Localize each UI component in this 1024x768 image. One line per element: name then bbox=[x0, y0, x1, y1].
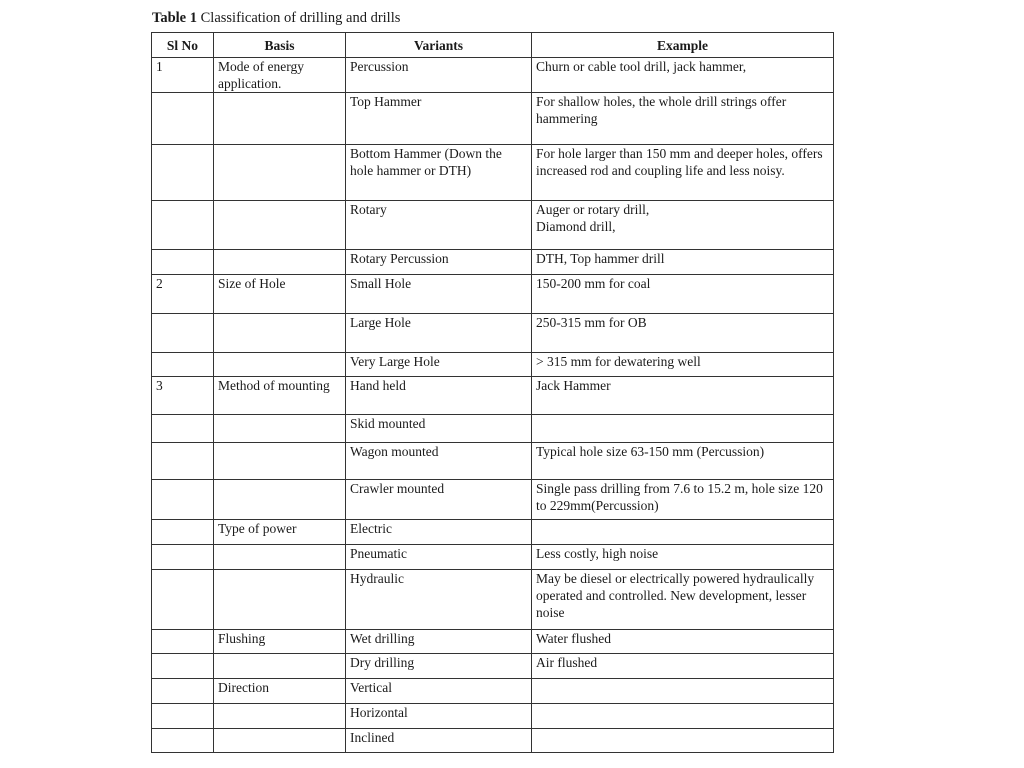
table-row bbox=[152, 570, 834, 630]
header-example: Example bbox=[532, 33, 834, 58]
table-row bbox=[152, 630, 834, 654]
table-row bbox=[152, 704, 834, 729]
table-header-row bbox=[152, 33, 834, 58]
table-caption-label: Table 1 bbox=[152, 10, 197, 26]
example-cell: > 315 mm for dewatering well bbox=[532, 353, 834, 377]
variant-cell: Top Hammer bbox=[346, 93, 532, 145]
example-cell: 150-200 mm for coal bbox=[532, 275, 834, 314]
variant-cell: Rotary Percussion bbox=[346, 250, 532, 275]
table-row bbox=[152, 480, 834, 520]
basis-cell bbox=[214, 314, 346, 353]
variant-cell: Large Hole bbox=[346, 314, 532, 353]
sl-no-cell bbox=[152, 145, 214, 201]
variant-cell: Pneumatic bbox=[346, 545, 532, 570]
sl-no-cell bbox=[152, 93, 214, 145]
sl-no-cell bbox=[152, 679, 214, 704]
example-cell bbox=[532, 729, 834, 753]
variant-cell: Percussion bbox=[346, 58, 532, 93]
basis-cell bbox=[214, 93, 346, 145]
basis-cell: Mode of energy application. bbox=[214, 58, 346, 93]
table-row bbox=[152, 58, 834, 93]
table-row bbox=[152, 314, 834, 353]
sl-no-cell bbox=[152, 630, 214, 654]
table-row bbox=[152, 353, 834, 377]
basis-cell bbox=[214, 443, 346, 480]
example-cell bbox=[532, 415, 834, 443]
table-row bbox=[152, 520, 834, 545]
header-sl-no: Sl No bbox=[152, 33, 214, 58]
variant-cell: Vertical bbox=[346, 679, 532, 704]
sl-no-cell bbox=[152, 570, 214, 630]
example-cell bbox=[532, 679, 834, 704]
sl-no-cell bbox=[152, 201, 214, 250]
basis-cell bbox=[214, 570, 346, 630]
basis-cell: Type of power bbox=[214, 520, 346, 545]
classification-table bbox=[151, 32, 834, 753]
table-caption bbox=[152, 9, 400, 27]
example-cell: DTH, Top hammer drill bbox=[532, 250, 834, 275]
sl-no-cell bbox=[152, 520, 214, 545]
table-caption-text: Classification of drilling and drills bbox=[200, 10, 401, 26]
basis-cell bbox=[214, 704, 346, 729]
example-cell: For hole larger than 150 mm and deeper holes, offers increased rod and coupling life and less noisy. bbox=[532, 145, 834, 201]
basis-cell: Method of mounting bbox=[214, 377, 346, 415]
table-row bbox=[152, 545, 834, 570]
variant-cell: Hydraulic bbox=[346, 570, 532, 630]
basis-cell bbox=[214, 729, 346, 753]
example-cell: May be diesel or electrically powered hydraulically operated and controlled. New development, lesser noise bbox=[532, 570, 834, 630]
sl-no-cell bbox=[152, 353, 214, 377]
table-row bbox=[152, 443, 834, 480]
sl-no-cell bbox=[152, 729, 214, 753]
example-cell: Auger or rotary drill, Diamond drill, bbox=[532, 201, 834, 250]
example-cell: Less costly, high noise bbox=[532, 545, 834, 570]
variant-cell: Crawler mounted bbox=[346, 480, 532, 520]
sl-no-cell bbox=[152, 545, 214, 570]
example-cell bbox=[532, 704, 834, 729]
example-cell: Typical hole size 63-150 mm (Percussion) bbox=[532, 443, 834, 480]
basis-cell bbox=[214, 353, 346, 377]
variant-cell: Dry drilling bbox=[346, 654, 532, 679]
sl-no-cell bbox=[152, 415, 214, 443]
sl-no-cell bbox=[152, 443, 214, 480]
table-row bbox=[152, 377, 834, 415]
variant-cell: Hand held bbox=[346, 377, 532, 415]
example-cell: Churn or cable tool drill, jack hammer, bbox=[532, 58, 834, 93]
variant-cell: Inclined bbox=[346, 729, 532, 753]
basis-cell bbox=[214, 201, 346, 250]
variant-cell: Horizontal bbox=[346, 704, 532, 729]
table-row bbox=[152, 679, 834, 704]
example-cell: Jack Hammer bbox=[532, 377, 834, 415]
sl-no-cell: 1 bbox=[152, 58, 214, 93]
basis-cell: Flushing bbox=[214, 630, 346, 654]
variant-cell: Wet drilling bbox=[346, 630, 532, 654]
example-cell: Air flushed bbox=[532, 654, 834, 679]
sl-no-cell bbox=[152, 704, 214, 729]
basis-cell: Size of Hole bbox=[214, 275, 346, 314]
basis-cell bbox=[214, 145, 346, 201]
variant-cell: Bottom Hammer (Down the hole hammer or DTH) bbox=[346, 145, 532, 201]
sl-no-cell bbox=[152, 480, 214, 520]
sl-no-cell: 3 bbox=[152, 377, 214, 415]
basis-cell bbox=[214, 480, 346, 520]
variant-cell: Electric bbox=[346, 520, 532, 545]
sl-no-cell bbox=[152, 314, 214, 353]
example-cell: 250-315 mm for OB bbox=[532, 314, 834, 353]
sl-no-cell bbox=[152, 654, 214, 679]
table-row bbox=[152, 250, 834, 275]
table-row bbox=[152, 201, 834, 250]
table-row bbox=[152, 93, 834, 145]
example-cell bbox=[532, 520, 834, 545]
basis-cell bbox=[214, 654, 346, 679]
header-basis: Basis bbox=[214, 33, 346, 58]
variant-cell: Very Large Hole bbox=[346, 353, 532, 377]
sl-no-cell bbox=[152, 250, 214, 275]
sl-no-cell: 2 bbox=[152, 275, 214, 314]
table-row bbox=[152, 729, 834, 753]
variant-cell: Wagon mounted bbox=[346, 443, 532, 480]
example-cell: Water flushed bbox=[532, 630, 834, 654]
basis-cell: Direction bbox=[214, 679, 346, 704]
table-row bbox=[152, 415, 834, 443]
table-row bbox=[152, 654, 834, 679]
variant-cell: Skid mounted bbox=[346, 415, 532, 443]
basis-cell bbox=[214, 250, 346, 275]
variant-cell: Rotary bbox=[346, 201, 532, 250]
basis-cell bbox=[214, 545, 346, 570]
example-cell: Single pass drilling from 7.6 to 15.2 m, hole size 120 to 229mm(Percussion) bbox=[532, 480, 834, 520]
variant-cell: Small Hole bbox=[346, 275, 532, 314]
basis-cell bbox=[214, 415, 346, 443]
example-cell: For shallow holes, the whole drill strings offer hammering bbox=[532, 93, 834, 145]
table-row bbox=[152, 145, 834, 201]
header-variants: Variants bbox=[346, 33, 532, 58]
table-row bbox=[152, 275, 834, 314]
